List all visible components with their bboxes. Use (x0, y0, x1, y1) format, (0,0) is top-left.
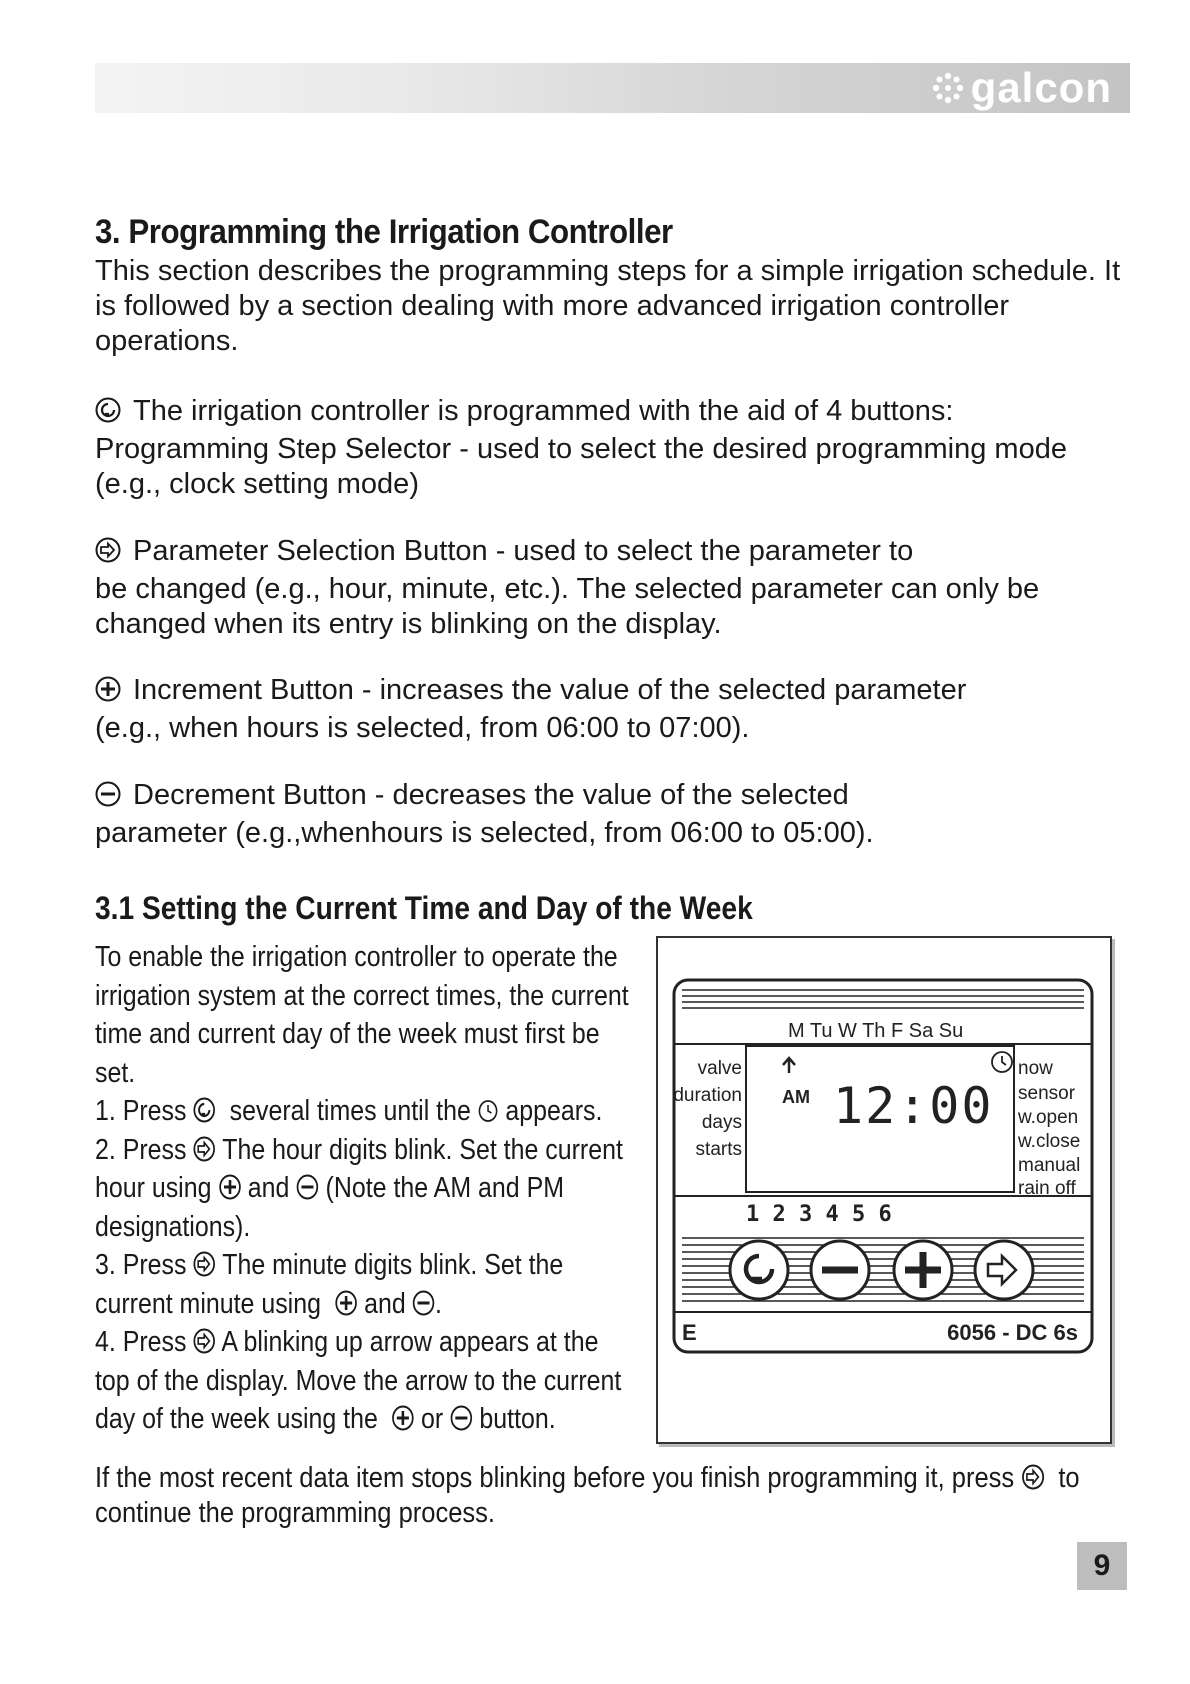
step4-text: button. (479, 1403, 556, 1435)
time-display: 12:00 (833, 1077, 994, 1135)
step3-text: current minute using (95, 1287, 321, 1320)
day-arrow-icon (783, 1058, 795, 1073)
intro-line: irrigation system at the correct times, the current (95, 979, 629, 1012)
decrement-desc: parameter (e.g.,whenhours is selected, from 06:00 to 05:00). (95, 817, 874, 849)
step3-text: 3. Press (95, 1249, 187, 1281)
minus-icon (95, 781, 121, 816)
galcon-logo (931, 64, 1112, 111)
decrement-button[interactable] (811, 1241, 869, 1299)
device-mark: E (682, 1320, 697, 1345)
step2-text: (Note the AM and PM (325, 1172, 564, 1204)
step4-text: or (421, 1403, 444, 1435)
parameter-select-icon (95, 537, 121, 572)
plus-icon (218, 1174, 240, 1200)
minus-icon (296, 1174, 318, 1200)
label-valve: valve (697, 1058, 742, 1079)
footer-line: to (1058, 1462, 1080, 1494)
step3-text: The minute digits blink. Set the (222, 1249, 564, 1281)
controller-drawing (658, 938, 1110, 1442)
step2-text: designations). (95, 1210, 251, 1243)
page-number: 9 (1077, 1542, 1127, 1590)
decrement-line1: Decrement Button - decreases the value of the selected (133, 779, 849, 811)
instructions-column (95, 938, 629, 1439)
label-w-close: w.close (1018, 1131, 1081, 1152)
galcon-flower-icon (931, 71, 965, 105)
decrement-paragraph (95, 778, 1135, 851)
days-row: M Tu W Th F Sa Su (788, 1020, 964, 1042)
label-starts: starts (695, 1139, 742, 1160)
parameter-select-icon (193, 1328, 215, 1354)
brand-name: galcon (970, 64, 1112, 111)
step4-text: 4. Press (95, 1326, 187, 1358)
program-step-desc: Programming Step Selector - used to select the desired programming mode (e.g., clock setting mode) (95, 433, 1067, 500)
minus-icon (450, 1405, 472, 1431)
program-step-icon (95, 397, 121, 432)
model-number: 6056 - DC 6s (947, 1320, 1078, 1345)
program-step-icon (193, 1097, 215, 1123)
minus-icon (413, 1290, 435, 1316)
subsection-title: 3.1 Setting the Current Time and Day of the Week (95, 890, 753, 926)
step3-text: . (435, 1287, 442, 1320)
increment-paragraph (95, 673, 1135, 746)
valve-numbers: 1 2 3 4 5 6 (746, 1202, 892, 1227)
label-days: days (701, 1112, 742, 1133)
plus-icon (392, 1405, 414, 1431)
header-band (95, 63, 1130, 113)
step1-text: appears. (505, 1095, 603, 1127)
section-intro: This section describes the programming steps for a simple irrigation schedule. It is followed by a section dealing with more advanced irrigation controller operations. (95, 255, 1121, 357)
increment-line1: Increment Button - increases the value of the selected parameter (133, 674, 967, 706)
program-step-button[interactable] (730, 1241, 788, 1299)
clock-icon (478, 1099, 499, 1123)
plus-icon (95, 676, 121, 711)
parameter-select-desc: be changed (e.g., hour, minute, etc.). The selected parameter can only be changed when its entry is blinking on the display. (95, 573, 1040, 640)
label-now: now (1018, 1058, 1053, 1079)
parameter-select-line1: Parameter Selection Button - used to select the parameter to (133, 535, 914, 567)
program-step-line1: The irrigation controller is programmed with the aid of 4 buttons: (133, 395, 954, 427)
increment-button[interactable] (894, 1241, 952, 1299)
footer-note (95, 1461, 1080, 1531)
ampm-indicator: AM (782, 1087, 810, 1107)
step4-text: day of the week using the (95, 1403, 378, 1435)
increment-desc: (e.g., when hours is selected, from 06:00 to 07:00). (95, 712, 750, 744)
step1-text: several times until the (229, 1095, 471, 1127)
parameter-select-paragraph (95, 534, 1135, 642)
program-step-paragraph (95, 394, 1135, 502)
parameter-select-icon (193, 1136, 215, 1162)
step2-text: hour using (95, 1172, 212, 1204)
step2-text: 2. Press (95, 1133, 187, 1166)
intro-line: set. (95, 1056, 136, 1089)
step2-text: The hour digits blink. Set the current (222, 1133, 623, 1166)
footer-line: If the most recent data item stops blinking before you finish programming it, press (95, 1462, 1015, 1494)
footer-line: continue the programming process. (95, 1497, 496, 1529)
step3-text: and (364, 1287, 406, 1320)
step4-text: A blinking up arrow appears at the (221, 1326, 599, 1358)
label-duration: duration (673, 1085, 742, 1106)
plus-icon (335, 1290, 357, 1316)
label-w-open: w.open (1018, 1107, 1079, 1128)
parameter-select-button[interactable] (975, 1241, 1033, 1299)
section-title: 3. Programming the Irrigation Controller (95, 213, 673, 251)
step1-text: 1. Press (95, 1095, 187, 1127)
intro-line: To enable the irrigation controller to operate the (95, 941, 618, 973)
controller-illustration (656, 936, 1112, 1444)
step4-text: top of the display. Move the arrow to the current (95, 1364, 622, 1397)
parameter-select-icon (1021, 1464, 1044, 1490)
intro-line: time and current day of the week must first be (95, 1018, 600, 1050)
label-sensor: sensor (1018, 1083, 1076, 1104)
step2-text: and (247, 1172, 290, 1204)
label-manual: manual (1018, 1155, 1081, 1176)
clock-icon (992, 1052, 1012, 1072)
label-rain-off: rain off (1018, 1178, 1076, 1199)
parameter-select-icon (193, 1251, 215, 1277)
